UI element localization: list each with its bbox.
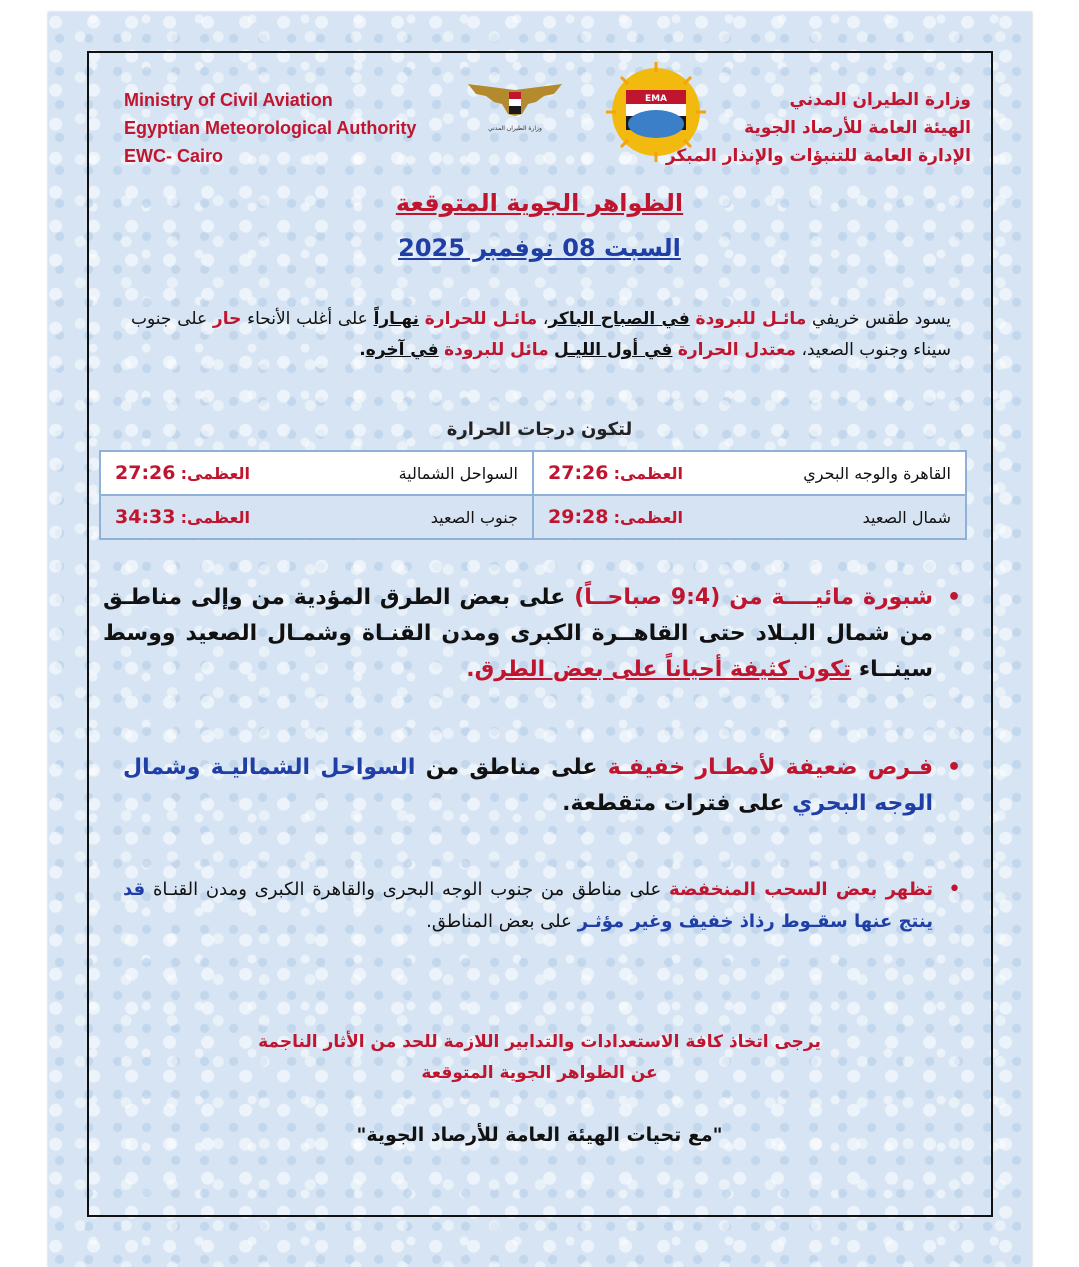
region-name: القاهرة والوجه البحري — [803, 463, 951, 483]
max-label: العظمى: — [180, 508, 250, 527]
arabic-header — [666, 86, 971, 170]
department-name-ar: الإدارة العامة للتنبؤات والإنذار المبكر — [665, 146, 971, 166]
max-temperature: 27:26 — [548, 462, 609, 484]
max-label: العظمى: — [613, 508, 683, 527]
intro-text: على جنوب سيناء وجنوب الصعيد، — [131, 309, 951, 360]
intro-text: على أغلب الأنحاء — [241, 309, 374, 329]
bullet-highlight: تظهر بعض السحب المنخفضة — [669, 879, 933, 900]
civil-aviation-logo — [466, 80, 564, 142]
ministry-name-en: Ministry of Civil Aviation — [124, 90, 333, 110]
region-name: جنوب الصعيد — [430, 507, 518, 527]
intro-paragraph — [131, 304, 951, 366]
bullet-text: على فترات متقطعة. — [562, 791, 793, 816]
max-label: العظمى: — [613, 464, 683, 483]
max-label: العظمى: — [180, 464, 250, 483]
bullet-highlight: شبورة مائيــــة من (9:4 صباحــاً) — [574, 585, 934, 610]
table-row — [100, 495, 966, 539]
table-cell — [533, 495, 966, 539]
intro-highlight: مائـل للبرودة — [695, 309, 807, 329]
bullet-dot-icon: • — [946, 585, 961, 610]
table-row — [100, 451, 966, 495]
intro-highlight: مائل للبرودة — [444, 340, 549, 360]
bullet-dot-icon: • — [948, 877, 961, 902]
closing-line: يرجى اتخاذ كافة الاستعدادات والتدابير اللازمة للحد من الأثار الناجمة — [258, 1032, 821, 1052]
bulletin-title: الظواهر الجوية المتوقعة — [395, 189, 684, 217]
wing-logo-caption: وزارة الطيران المدني — [488, 125, 542, 132]
max-temperature: 34:33 — [115, 506, 176, 528]
bullet-highlight: فـرص ضعيفة لأمطـار خفيفـة — [607, 755, 934, 780]
table-cell — [100, 451, 533, 495]
bullet-warning: تكون كثيفة أحياناً على بعض الطرق — [474, 657, 852, 682]
bullet-dot-icon: • — [946, 755, 961, 780]
max-temperature: 29:28 — [548, 506, 609, 528]
intro-highlight: معتدل الحرارة — [677, 340, 797, 360]
intro-text: ، — [537, 309, 549, 329]
max-temperature: 27:26 — [115, 462, 176, 484]
intro-text: يسود طقس خريفي — [806, 309, 951, 329]
region-name: السواحل الشمالية — [398, 463, 518, 483]
intro-highlight: حار — [212, 309, 242, 329]
bullet-text: . — [466, 657, 475, 682]
table-cell — [533, 451, 966, 495]
intro-emphasis: في أول الليـل — [554, 340, 673, 360]
intro-text: . — [359, 340, 366, 360]
authority-name-ar: الهيئة العامة للأرصاد الجوية — [744, 118, 971, 138]
intro-emphasis: نهـاراً — [373, 309, 419, 329]
bullet-text: على بعض الطرق المؤدية من وإلى مناطـق من شمال البـلاد حتى القاهــرة الكبرى ومدن القنـاة وشمـال الصعيد ووسط سينــاء — [103, 585, 933, 682]
center-name-en: EWC- Cairo — [124, 146, 223, 166]
greeting-line: "مع تحيات الهيئة العامة للأرصاد الجوية" — [356, 1124, 723, 1146]
rain-bullet — [123, 750, 961, 822]
ministry-name-ar: وزارة الطيران المدني — [789, 90, 971, 110]
closing-line: عن الظواهر الجوية المتوقعة — [421, 1063, 658, 1083]
english-header — [124, 86, 416, 170]
bullet-region: قد ينتج عنها سقـوط رذاذ خفيف وغير مؤثـر — [123, 879, 933, 932]
bullet-text: على بعض المناطق. — [426, 911, 578, 932]
bullet-text: على مناطق من جنوب الوجه البحرى والقاهرة الكبرى ومدن القنـاة — [145, 879, 670, 900]
closing-advice — [0, 1027, 1079, 1089]
bullet-region: السواحل الشماليـة وشمال الوجه البحري — [123, 755, 933, 816]
temperature-table — [99, 450, 967, 540]
table-cell — [100, 495, 533, 539]
fog-bullet — [103, 580, 961, 688]
intro-emphasis: في الصباح الباكر — [548, 309, 690, 329]
authority-name-en: Egyptian Meteorological Authority — [124, 118, 417, 138]
intro-highlight: مائـل للحرارة — [424, 309, 538, 329]
bullet-text: على مناطق من — [415, 755, 608, 780]
temperature-caption: لتكون درجات الحرارة — [446, 419, 633, 440]
intro-emphasis: في آخره — [365, 340, 439, 360]
clouds-bullet — [123, 874, 961, 938]
region-name: شمال الصعيد — [862, 507, 951, 527]
ema-logo-text: EMA — [644, 94, 668, 104]
bulletin-date: السبت 08 نوفمبر 2025 — [398, 234, 681, 262]
